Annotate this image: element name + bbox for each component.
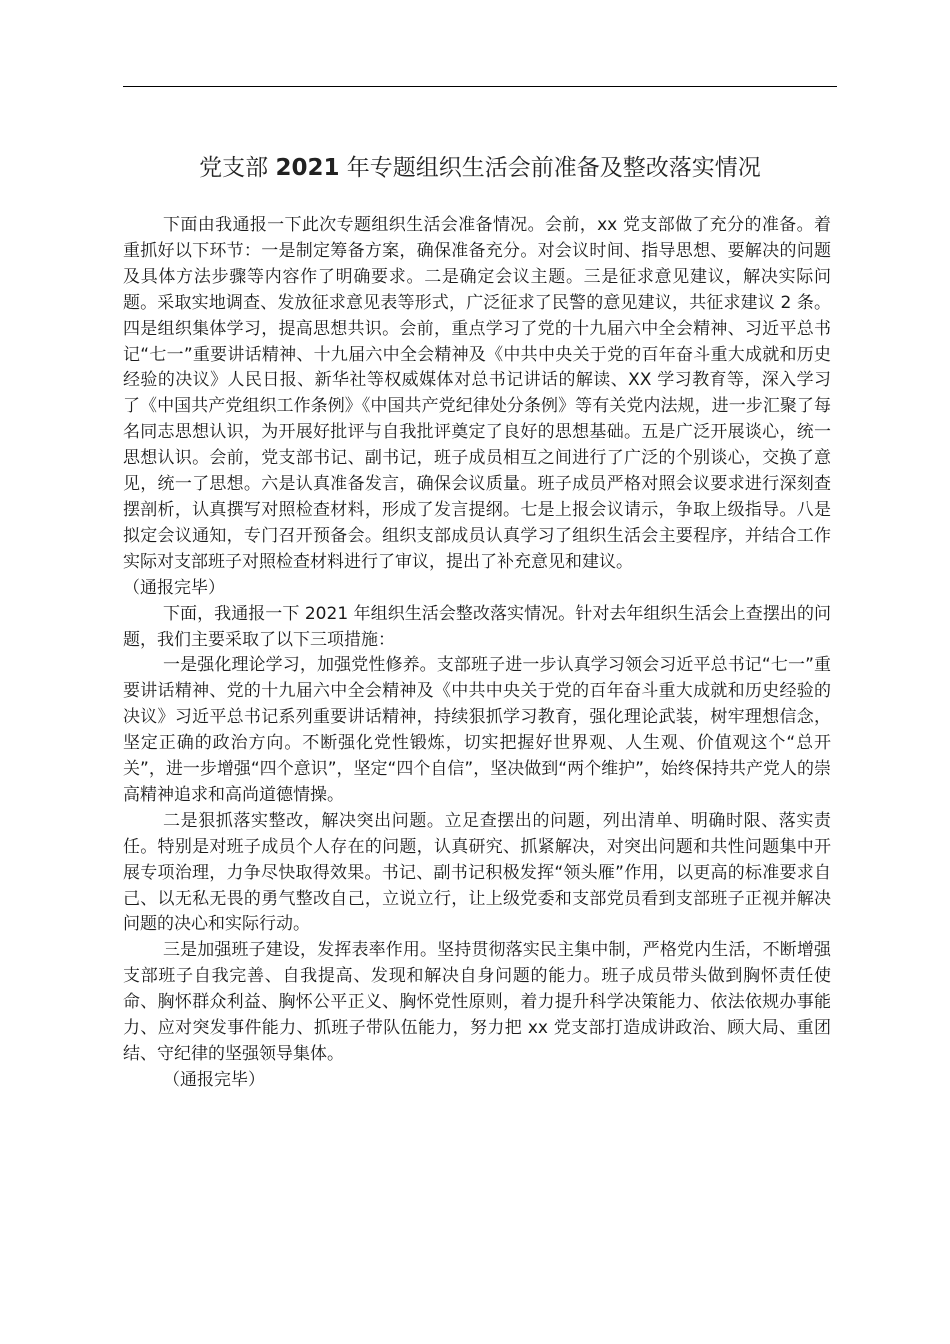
header-rule: [123, 86, 837, 87]
paragraph-measure-theory: 一是强化理论学习，加强党性修养。支部班子进一步认真学习领会习近平总书记“七一”重要讲话精神、党的十九届六中全会精神及《中共中央关于党的百年奋斗重大成就和历史经验的决议》习近平总书记系列重要讲话精神，持续狠抓学习教育，强化理论武装，树牢理想信念，坚定正确的政治方向。不断强化党性锻炼，切实把握好世界观、人生观、价值观这个“总开关”，进一步增强“四个意识”，坚定“四个自信”，坚决做到“两个维护”，始终保持共产党人的崇高精神追求和高尚道德情操。: [123, 655, 831, 805]
title-prefix: 党支部: [199, 155, 276, 181]
title-year: 2021: [275, 155, 340, 181]
document-title: [123, 150, 837, 186]
document-body: [123, 213, 831, 1094]
paragraph-preparation: 下面由我通报一下此次专题组织生活会准备情况。会前，xx 党支部做了充分的准备。着重抓好以下环节：一是制定筹备方案，确保准备充分。对会议时间、指导思想、要解决的问题及具体方法步骤等内容作了明确要求。二是确定会议主题。三是征求意见建议，解决实际问题。采取实地调查、发放征求意见表等形式，广泛征求了民警的意见建议，共征求建议 2 条。四是组织集体学习，提高思想共识。会前，重点学习了党的十九届六中全会精神、习近平总书记“七一”重要讲话精神、十九届六中全会精神及《中共中央关于党的百年奋斗重大成就和历史经验的决议》人民日报、新华社等权威媒体对总书记讲话的解读、XX 学习教育等，深入学习了《中国共产党组织工作条例》《中国共产党纪律处分条例》等有关党内法规，进一步汇聚了每名同志思想认识，为开展好批评与自我批评奠定了良好的思想基础。五是广泛开展谈心，统一思想认识。会前，党支部书记、副书记，班子成员相互之间进行了广泛的个别谈心，交换了意见，统一了思想。六是认真准备发言，确保会议质量。班子成员严格对照会议要求进行深刻查摆剖析，认真撰写对照检查材料，形成了发言提纲。七是上报会议请示，争取上级指导。八是拟定会议通知，专门召开预备会。组织支部成员认真学习了组织生活会主要程序，并结合工作实际对支部班子对照检查材料进行了审议，提出了补充意见和建议。: [123, 215, 831, 572]
paragraph-measure-team: 三是加强班子建设，发挥表率作用。坚持贯彻落实民主集中制，严格党内生活，不断增强支部班子自我完善、自我提高、发现和解决自身问题的能力。班子成员带头做到胸怀责任使命、胸怀群众利益、胸怀公平正义、胸怀党性原则，着力提升科学决策能力、依法依规办事能力、应对突发事件能力、抓班子带队伍能力，努力把 xx 党支部打造成讲政治、顾大局、重团结、守纪律的坚强领导集体。: [123, 940, 831, 1064]
title-suffix: 年专题组织生活会前准备及整改落实情况: [339, 155, 761, 181]
paragraph-report-end-1: （通报完毕）: [123, 577, 225, 598]
paragraph-measure-rectify: 二是狠抓落实整改，解决突出问题。立足查摆出的问题，列出清单、明确时限、落实责任。特别是对班子成员个人存在的问题，认真研究、抓紧解决，对突出问题和共性问题集中开展专项治理，力争尽快取得效果。书记、副书记积极发挥“领头雁”作用，以更高的标准要求自己、以无私无畏的勇气整改自己，立说立行，让上级党委和支部党员看到支部班子正视并解决问题的决心和实际行动。: [123, 810, 831, 935]
paragraph-report-end-2: （通报完毕）: [163, 1069, 265, 1090]
paragraph-rectification-intro: 下面，我通报一下 2021 年组织生活会整改落实情况。针对去年组织生活会上查摆出的问题，我们主要采取了以下三项措施：: [123, 603, 831, 650]
